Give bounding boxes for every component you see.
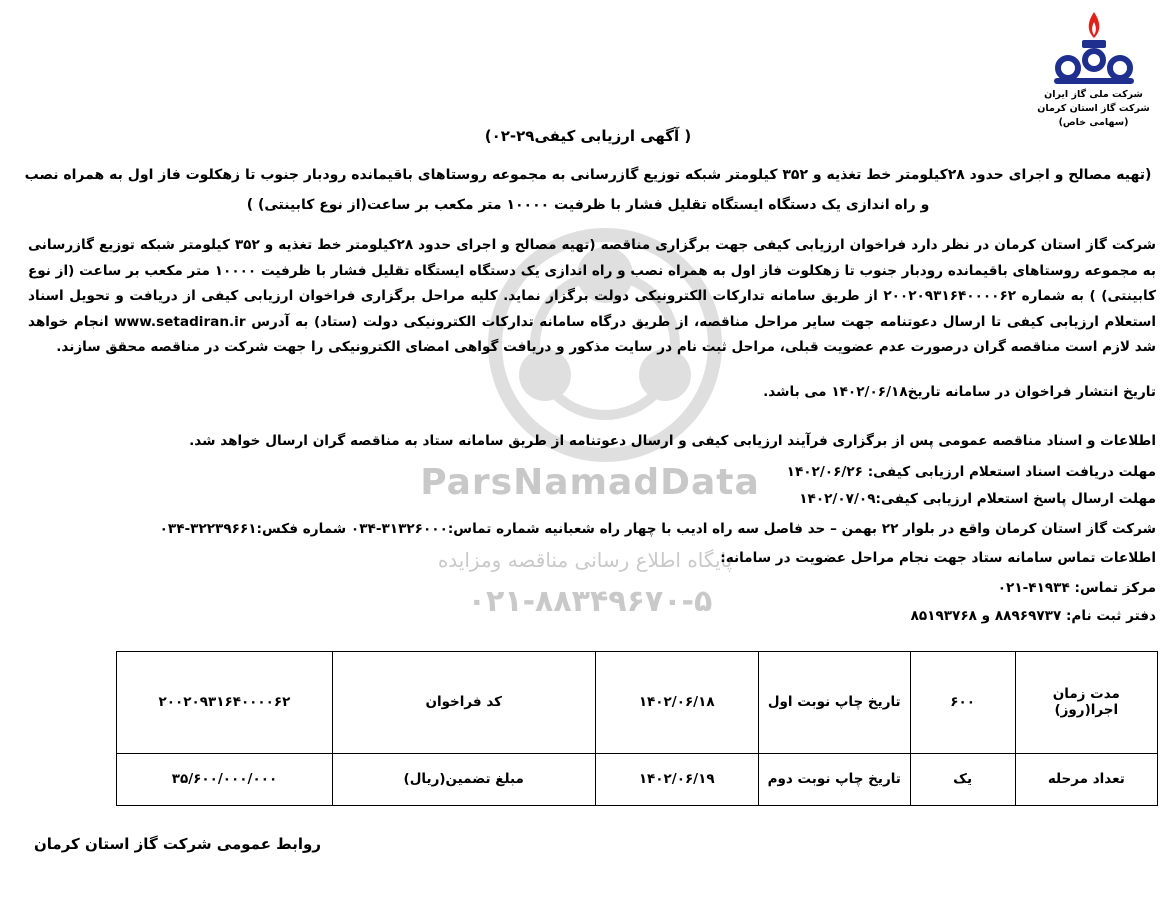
company-name-2: شرکت گاز استان کرمان — [1037, 103, 1150, 114]
company-type: (سهامی خاص) — [1058, 117, 1129, 128]
watermark-brand: ParsNamadData — [420, 462, 760, 503]
tender-info-table — [116, 651, 1158, 806]
deadline-send-line: مهلت ارسال پاسخ استعلام ارزیابی کیفی:۱۴۰۲/۰۷/۰۹ — [799, 491, 1156, 507]
setad-url-link[interactable]: www.setadiran.ir — [114, 313, 246, 330]
call-center-line: مرکز تماس: ۴۱۹۳۴-۰۲۱ — [997, 580, 1156, 596]
table-cell-label: کد فراخوان — [332, 652, 595, 754]
registration-office-line: دفتر ثبت نام: ۸۸۹۶۹۷۳۷ و ۸۵۱۹۳۷۶۸ — [910, 608, 1156, 624]
table-cell-label: تعداد مرحله — [1015, 753, 1157, 805]
table-cell-label: مدت زمان اجرا(روز) — [1015, 652, 1157, 754]
company-name-1: شرکت ملی گاز ایران — [1044, 89, 1143, 100]
table-cell-value: ۶۰۰ — [910, 652, 1015, 754]
gas-company-logo-icon — [1046, 8, 1142, 88]
table-row — [117, 753, 1158, 805]
body-part-1: شرکت گاز استان کرمان در نظر دارد فراخوان ارزیابی کیفی جهت برگزاری مناقصه (تهیه مصالح و اجرای حدود ۲۸کیلومتر خط تغذیه و ۳۵۲ کیلومتر شبکه توزیع گازرسانی به مجموعه روستاهای باقیمانده رودبار جنوب تا زهکلوت فاز اول به همراه نصب و راه اندازی یک دستگاه ایستگاه تقلیل فشار با ظرفیت ۱۰۰۰۰ متر مکعب بر ساعت (از نوع کابینتی) ) به شماره ۲۰۰۲۰۹۳۱۶۴۰۰۰۰۶۲ از طریق سامانه تدارکات الکترونیکی دولت برگزار نماید. کلیه مراحل برگزاری فراخوان ارزیابی کیفی از دریافت و تحویل اسناد استعلام ارزیابی کیفی تا ارسال دعوتنامه جهت سایر مراحل مناقصه، از طریق درگاه سامانه تدارکات الکترونیکی دولت (ستاد) به آدرس — [28, 237, 1157, 330]
footer-signature: روابط عمومی شرکت گاز استان کرمان — [34, 835, 321, 853]
table-cell-value: یک — [910, 753, 1015, 805]
watermark-phone: ۰۲۱-۸۸۳۴۹۶۷۰-۵ — [467, 584, 713, 619]
table-cell-value: ۲۰۰۲۰۹۳۱۶۴۰۰۰۰۶۲ — [117, 652, 333, 754]
table-cell-label: تاریخ چاپ نوبت دوم — [758, 753, 910, 805]
deadline-receive-line: مهلت دریافت اسناد استعلام ارزیابی کیفی: ۱۴۰۲/۰۶/۲۶ — [786, 464, 1156, 480]
table-cell-value: ۳۵/۶۰۰/۰۰۰/۰۰۰ — [117, 753, 333, 805]
table-row — [117, 652, 1158, 754]
company-logo-block — [1036, 8, 1151, 130]
body-part-2: انجام خواهد شد لازم است مناقصه گران درصورت عدم عضویت قبلی، مراحل ثبت نام در سایت مذکور و دریافت گواهی امضای الکترونیکی را جهت شرکت در مناقصه محقق سازند. — [28, 313, 1156, 355]
address-line: شرکت گاز استان کرمان واقع در بلوار ۲۲ بهمن – حد فاصل سه راه ادیب با چهار راه شعبانیه شماره تماس:۳۱۳۲۶۰۰۰-۰۳۴ شماره فکس:۳۲۲۳۹۶۶۱-۰۳۴ — [159, 521, 1156, 537]
notice-body-paragraph — [28, 233, 1156, 361]
notice-subtitle: (تهیه مصالح و اجرای حدود ۲۸کیلومتر خط تغذیه و ۳۵۲ کیلومتر شبکه توزیع گازرسانی به مجموعه روستاهای باقیمانده رودبار جنوب تا زهکلوت فاز اول به همراه نصب و راه اندازی یک دستگاه ایستگاه تقلیل فشار با ظرفیت ۱۰۰۰۰ متر مکعب بر ساعت(از نوع کابینتی) ) — [24, 167, 1152, 213]
table-cell-label: مبلغ تضمین(ریال) — [332, 753, 595, 805]
table-cell-value: ۱۴۰۲/۰۶/۱۸ — [595, 652, 758, 754]
watermark-tagline: پایگاه اطلاع رسانی مناقصه ومزایده — [437, 548, 733, 572]
publish-date-line: تاریخ انتشار فراخوان در سامانه تاریخ۱۴۰۲/۰۶/۱۸ می باشد. — [763, 384, 1156, 400]
info-line: اطلاعات و اسناد مناقصه عمومی پس از برگزاری فرآیند ارزیابی کیفی و ارسال دعوتنامه از طریق سامانه ستاد به مناقصه گران ارسال خواهد شد. — [189, 433, 1156, 449]
notice-title: ( آگهی ارزیابی کیفی۲۹-۰۲) — [484, 127, 692, 145]
table-cell-label: تاریخ چاپ نوبت اول — [758, 652, 910, 754]
setad-contact-line: اطلاعات تماس سامانه ستاد جهت نجام مراحل عضویت در سامانه: — [720, 550, 1156, 566]
table-cell-value: ۱۴۰۲/۰۶/۱۹ — [595, 753, 758, 805]
